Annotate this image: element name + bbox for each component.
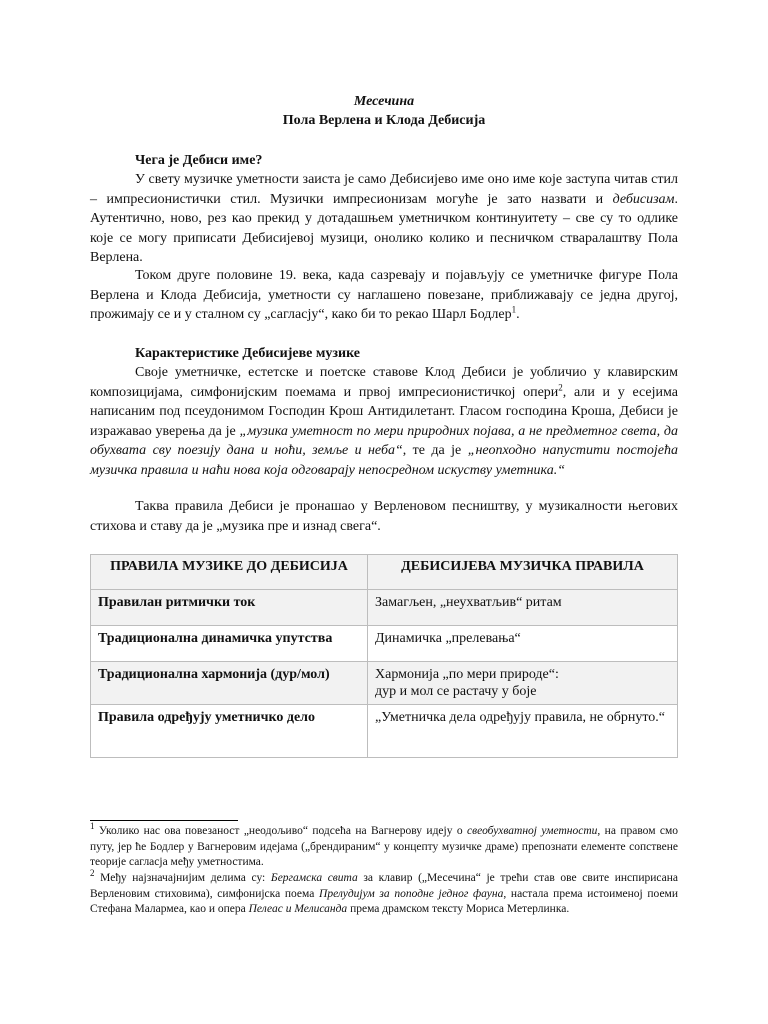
footnote-emphasis: Прелудијум за поподне једног фауна bbox=[319, 887, 504, 900]
footnote-2 bbox=[90, 868, 678, 918]
section-heading-debussy-name: Чега је Дебиси име? bbox=[135, 153, 263, 168]
footnote-text: Уколико нас ова повезаност „неодољиво“ подсећа на Вагнерову идеју о bbox=[94, 825, 468, 837]
footnote-text: , на правом смо путу, јер ће Бодлер у Вагнеровим идејама („брендираним“ у концепту музичке драме) препознати елементе сопствене теорије сагласја међу уметностима. bbox=[90, 825, 679, 868]
footnote-number: 2 bbox=[90, 868, 95, 879]
footnote-text: , настала према истоименој поеми Стефана Малармеа, као и опера bbox=[90, 887, 678, 915]
paragraph-aesthetics bbox=[90, 363, 678, 481]
footnote-ref-1[interactable]: 1 bbox=[511, 304, 517, 315]
footnote-1 bbox=[90, 821, 679, 871]
footnote-emphasis: Бергамска свита bbox=[270, 872, 358, 884]
paragraph-text: У свету музичке уметности заиста је само Дебисијево име оно име које заступа читав стил – импресионистички стил. Музички импресионизам могуће је зато назвати и bbox=[90, 172, 678, 207]
quote-music-nature: „музика уметност по мери природних појава, а не предметног света, да обухвата сву поезију дана и ноћи, земље и неба“ bbox=[90, 423, 679, 459]
cell-line: Хармонија „по мери природе“: bbox=[375, 667, 559, 682]
poem-title: Месечина bbox=[353, 94, 415, 109]
table-cell: Традиционална динамичка упутства bbox=[91, 626, 368, 662]
table-cell: Традиционална хармонија (дур/мол) bbox=[91, 662, 368, 705]
page-subtitle: Пола Верлена и Клода Дебисија bbox=[282, 113, 486, 128]
table-header-before: ПРАВИЛА МУЗИКЕ ДО ДЕБИСИЈА bbox=[91, 555, 368, 590]
table-header-debussy: ДЕБИСИЈЕВА МУЗИЧКА ПРАВИЛА bbox=[368, 555, 678, 590]
footnote-text: Међу најзначајнијим делима су: bbox=[94, 872, 271, 884]
paragraph-impressionism bbox=[90, 170, 678, 268]
table-cell: Правилан ритмички ток bbox=[91, 590, 368, 626]
rules-comparison-table bbox=[90, 554, 678, 758]
table-row bbox=[91, 662, 678, 705]
footnote-text: за клавир („Месечина“ је трећи став ове свите инспирисана Верленовим стиховима), симфонијска поема bbox=[90, 872, 678, 900]
paragraph-text: Таква правила Дебиси је пронашао у Верленовом песништву, у музикалности његових стихова и ставу да је „музика пре и изнад свега“. bbox=[90, 499, 678, 534]
table-cell: Правила одређују уметничко дело bbox=[91, 705, 368, 758]
paragraph-arts-connection bbox=[90, 266, 678, 325]
paragraph-text: . bbox=[516, 307, 520, 323]
footnote-emphasis: Пелеас и Мелисанда bbox=[248, 903, 348, 915]
emphasis-debussyism: дебисизам bbox=[612, 191, 675, 207]
paragraph-text: , али и у есејима написаним под псеудонимом Господин Крош Антидилетант. Гласом господина Кроша, Дебиси је изражавао уверења да је bbox=[90, 384, 678, 439]
paragraph-text: Током друге половине 19. века, када сазревају и појављују се уметничке фигуре Пола Верлена и Клода Дебисија, уметности су наглашено повезане, приближавају се једна другој, прожимају се и у сталном су „сагласју“, како би то рекао Шарл Бодлер bbox=[90, 268, 678, 323]
table-cell: „Уметничка дела одређују правила, не обрнуто.“ bbox=[368, 705, 678, 758]
paragraph-text: , те да је bbox=[402, 443, 468, 459]
footnote-ref-2[interactable]: 2 bbox=[558, 381, 563, 392]
table-row bbox=[91, 626, 678, 662]
footnote-text: према драмском тексту Мориса Метерлинка. bbox=[347, 903, 570, 915]
paragraph-text: . Аутентично, ново, рез као прекид у дотадашњем уметничком континуитету – све су то одлике које се могу приписати Дебисијевој музици, онолико колико и песничком стваралаштву Пола Верлена. bbox=[90, 191, 678, 266]
section-heading-characteristics: Карактеристике Дебисијеве музике bbox=[135, 346, 361, 361]
table-cell bbox=[368, 662, 678, 705]
cell-line: дур и мол се растачу у боје bbox=[375, 684, 537, 699]
table-row bbox=[91, 705, 678, 758]
paragraph-text: Своје уметничке, естетске и поетске ставове Клод Дебиси је уобличио у клавирским композицијама, симфонијским поемама и првој импресионистичкој опери bbox=[90, 365, 678, 400]
paragraph-verlaine-rules bbox=[90, 497, 678, 536]
footnote-emphasis: свеобухватној уметности bbox=[467, 825, 598, 837]
table-header-row bbox=[91, 555, 678, 590]
footnote-divider bbox=[90, 820, 238, 821]
quote-new-rules: „неопходно напустити постојећа музичка правила и наћи нова која одговарају непосредном искуству уметника.“ bbox=[90, 443, 678, 478]
footnote-number: 1 bbox=[90, 821, 95, 832]
table-cell: Замагљен, „неухватљив“ ритам bbox=[368, 590, 678, 626]
table-row bbox=[91, 590, 678, 626]
table-cell: Динамичка „прелевања“ bbox=[368, 626, 678, 662]
